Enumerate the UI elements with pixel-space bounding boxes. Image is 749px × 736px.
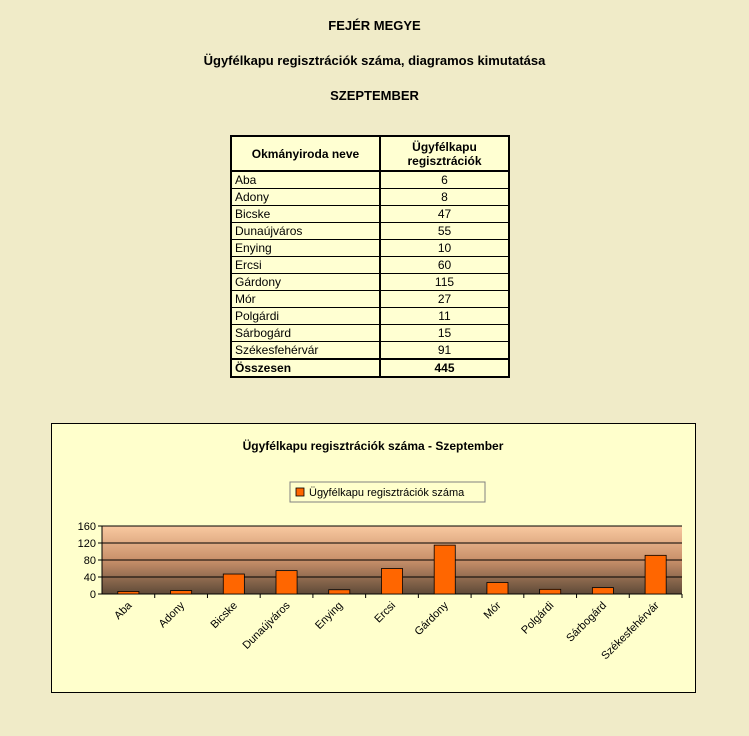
office-count: 8	[380, 189, 509, 206]
table-row	[231, 308, 509, 325]
col-header-office: Okmányiroda neve	[231, 136, 380, 171]
col-header-count-line1: Ügyfélkapu	[412, 139, 477, 154]
x-tick-label: Mór	[481, 599, 504, 622]
x-tick-label: Székesfehérvár	[599, 599, 662, 663]
table-row	[231, 291, 509, 308]
bar-chart	[52, 424, 695, 692]
chart-panel	[51, 423, 696, 693]
y-tick-label: 40	[83, 572, 96, 584]
table-row	[231, 325, 509, 342]
county-title: FEJÉR MEGYE	[328, 18, 421, 33]
bar	[645, 555, 666, 594]
y-tick-label: 0	[89, 589, 96, 601]
office-count: 27	[380, 291, 509, 308]
x-tick-label: Sárbogárd	[564, 599, 610, 645]
office-name: Székesfehérvár	[231, 342, 380, 360]
plot-area	[78, 521, 682, 662]
office-count: 47	[380, 206, 509, 223]
table-header-row	[231, 136, 509, 171]
bar	[381, 569, 402, 595]
office-count: 11	[380, 308, 509, 325]
table-row	[231, 223, 509, 240]
office-count: 91	[380, 342, 509, 360]
x-tick-label: Adony	[156, 599, 188, 631]
col-header-count-line2: regisztrációk	[407, 153, 482, 168]
total-label: Összesen	[231, 359, 380, 377]
total-row	[231, 359, 509, 377]
report-subtitle: Ügyfélkapu regisztrációk száma, diagramos kimutatása	[203, 53, 546, 68]
x-tick-label: Dunaújváros	[240, 599, 293, 652]
x-tick-label: Ercsi	[372, 599, 399, 626]
table-row	[231, 257, 509, 274]
table-row	[231, 342, 509, 360]
bar	[118, 591, 139, 594]
table-row	[231, 274, 509, 291]
office-count: 15	[380, 325, 509, 342]
legend	[290, 482, 485, 502]
bar	[592, 588, 613, 594]
bar	[223, 574, 244, 594]
legend-swatch	[296, 488, 304, 496]
y-tick-label: 120	[77, 538, 96, 550]
office-name: Polgárdi	[231, 308, 380, 325]
office-count: 10	[380, 240, 509, 257]
x-tick-label: Bicske	[208, 599, 240, 632]
table-row	[231, 240, 509, 257]
office-count: 115	[380, 274, 509, 291]
office-count: 6	[380, 171, 509, 189]
office-name: Aba	[231, 171, 380, 189]
x-tick-label: Polgárdi	[519, 599, 557, 637]
legend-label: Ügyfélkapu regisztrációk száma	[309, 487, 465, 499]
col-header-count	[380, 136, 509, 171]
office-count: 60	[380, 257, 509, 274]
office-name: Mór	[231, 291, 380, 308]
bar	[540, 589, 561, 594]
office-name: Enying	[231, 240, 380, 257]
bar	[329, 590, 350, 594]
table-row	[231, 189, 509, 206]
x-tick-label: Gárdony	[412, 599, 451, 638]
y-tick-label: 160	[77, 521, 96, 533]
bar	[276, 571, 297, 594]
office-name: Adony	[231, 189, 380, 206]
total-value: 445	[380, 359, 509, 377]
month-title: SZEPTEMBER	[330, 88, 419, 103]
registration-table	[230, 135, 510, 378]
y-tick-label: 80	[83, 555, 96, 567]
x-tick-label: Enying	[313, 599, 346, 632]
bar	[487, 583, 508, 594]
x-tick-label: Aba	[112, 599, 135, 622]
office-name: Bicske	[231, 206, 380, 223]
table-row	[231, 206, 509, 223]
bar	[434, 545, 455, 594]
bar	[171, 591, 192, 594]
office-name: Dunaújváros	[231, 223, 380, 240]
office-name: Sárbogárd	[231, 325, 380, 342]
office-name: Gárdony	[231, 274, 380, 291]
table-row	[231, 171, 509, 189]
office-name: Ercsi	[231, 257, 380, 274]
office-count: 55	[380, 223, 509, 240]
chart-title: Ügyfélkapu regisztrációk száma - Szeptember	[242, 439, 504, 453]
